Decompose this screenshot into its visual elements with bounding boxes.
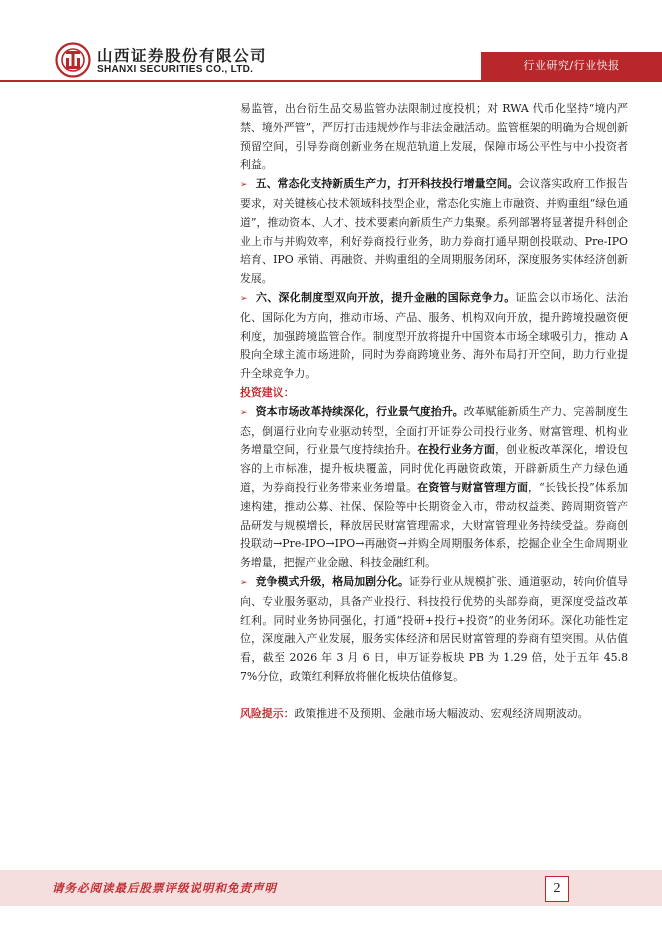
disclaimer-link[interactable]: 请务必阅读最后股票评级说明和免责声明 bbox=[52, 881, 277, 895]
point-six-paragraph bbox=[240, 289, 628, 384]
point-five-paragraph bbox=[240, 175, 628, 289]
company-name-cn: 山西证券股份有限公司 bbox=[97, 47, 268, 65]
company-name-en: SHANXI SECURITIES CO., LTD. bbox=[97, 64, 254, 75]
investment-advice-heading: 投资建议： bbox=[240, 385, 295, 399]
risk-warning bbox=[240, 705, 628, 724]
arrow-bullet-icon: ➢ bbox=[240, 180, 248, 191]
advice-one-title: 资本市场改革持续深化，行业景气度抬升。 bbox=[255, 404, 464, 418]
advice-one-bold-2: 在投行业务方面 bbox=[417, 443, 496, 457]
point-six-text: 证监会以市场化、法治化、国际化为方向，推动市场、产品、服务、机构双向开放，提升跨境投融资便利度，加强跨境监管合作。制度型开放将提升中国资本市场全球吸引力，推动 A 股向全球主流市场进阶，同时为券商跨境业务、海外布局打开空间，助力行业提升全球竞争力。 bbox=[240, 290, 628, 381]
advice-one-paragraph bbox=[240, 403, 628, 573]
risk-label: 风险提示： bbox=[240, 706, 295, 720]
page-number: 2 bbox=[545, 876, 569, 902]
advice-one-text-1: 改革赋能新质生产力、完善制度生态，倒逼行业向专业驱动转型，全面打开证券公司投行业务、财富管理、机构业务增量空间，行业景气度持续抬升。 bbox=[240, 404, 628, 457]
report-type-label: 行业研究/行业快报 bbox=[523, 59, 620, 72]
risk-text: 政策推进不及预期、金融市场大幅波动、宏观经济周期波动。 bbox=[294, 706, 589, 720]
arrow-bullet-icon: ➢ bbox=[240, 293, 248, 304]
advice-one-text-3: ，“长钱长投”体系加速构建，推动公募、社保、保险等中长期资金入市，带动权益类、跨周期资管产品研发与规模增长，释放居民财富管理需求，大财富管理业务持续受益。券商创投联动→Pre-IPO→IPO→再融资→并购全周期服务体系，挖掘企业全生命周期业务增量，把握产业金融、科技金融红利。 bbox=[240, 480, 628, 570]
company-logo-icon bbox=[55, 42, 91, 78]
page-header bbox=[0, 0, 662, 88]
report-type-band bbox=[481, 52, 662, 80]
arrow-bullet-icon: ➢ bbox=[240, 407, 248, 418]
intro-text: 易监管，出台衍生品交易监管办法限制过度投机；对 RWA 代币化坚持“境内严禁、境外严管”，严厉打击违规炒作与非法金融活动。监管框架的明确为合规创新预留空间，引导券商创新业务在规范轨道上发展，保障市场公平性与中小投资者利益。 bbox=[240, 102, 628, 172]
point-five-title: 五、常态化支持新质生产力，打开科技投行增量空间。 bbox=[255, 177, 519, 191]
advice-two-paragraph bbox=[240, 573, 628, 687]
advice-two-title: 竞争模式升级，格局加剧分化。 bbox=[255, 574, 409, 588]
advice-one-text-2: ，创业板改革深化，增设包容的上市标准，提升板块覆盖，同时优化再融资政策，开辟新质生产力绿色通道，为券商投行业务带来业务增量。 bbox=[240, 443, 628, 494]
advice-two-text: 证券行业从规模扩张、通道驱动，转向价值导向、专业服务驱动，具备产业投行、科技投行优势的头部券商，更深度受益改革红利。同时业务协同强化，打通“投研+投行+投资”的业务闭环。深化功能性定位，深度融入产业发展，服务实体经济和居民财富管理的券商有望突围。从估值看，截至 2026 年 3 月 6 日，申万证券板块 PB 为 1.29 倍，处于五年 45.87%分位，政策红利释放将催化板块估值修复。 bbox=[240, 574, 628, 683]
report-body bbox=[240, 100, 628, 734]
point-five-text: 会议落实政府工作报告要求，对关键核心技术领域科技型企业，常态化实施上市融资、并购重组“绿色通道”，推动资本、人才、技术要素向新质生产力集聚。系列部署将显著提升科创企业上市与并购效率，利好券商投行业务，助力券商打通早期创投联动、Pre-IPO 培育、IPO 承销、再融资、并购重组的全周期服务闭环，深度服务实体经济创新发展。 bbox=[240, 177, 628, 286]
advice-one-bold-3: 在资管与财富管理方面 bbox=[417, 480, 529, 494]
intro-paragraph bbox=[240, 100, 628, 175]
header-divider bbox=[0, 80, 662, 82]
point-six-title: 六、深化制度型双向开放，提升金融的国际竞争力。 bbox=[255, 290, 516, 304]
arrow-bullet-icon: ➢ bbox=[240, 577, 248, 588]
